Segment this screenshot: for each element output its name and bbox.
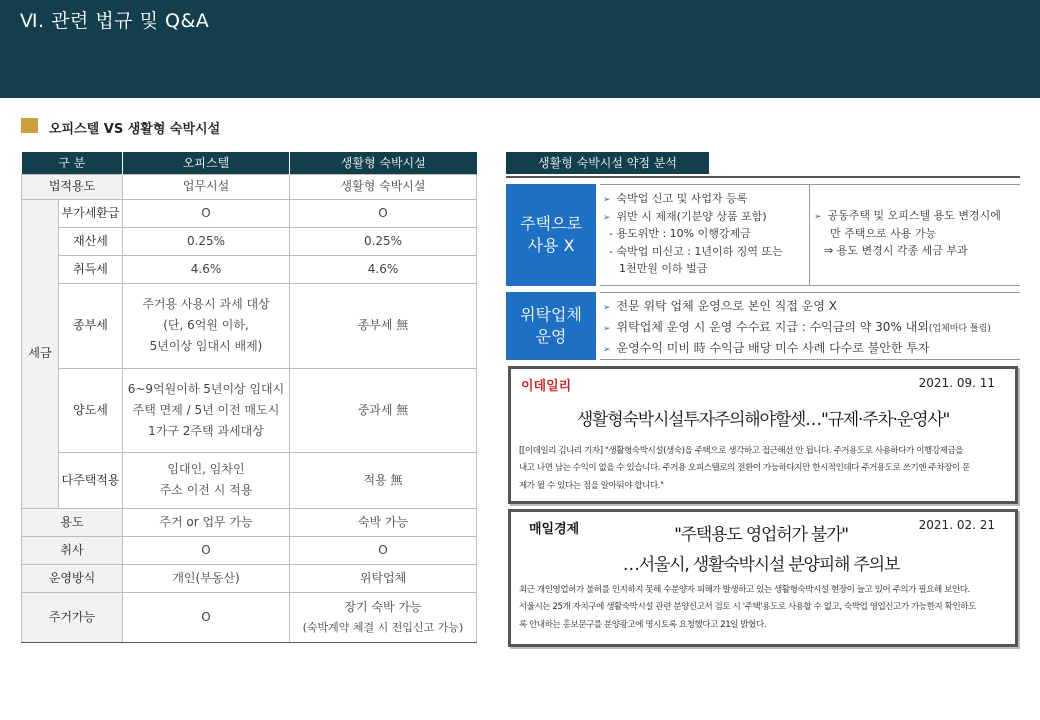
table-row (22, 227, 477, 255)
table-row (22, 508, 477, 536)
box-line: 주택으로 (520, 213, 582, 233)
cell (123, 452, 290, 508)
sub-text: 1천만원 이하 벌금 (619, 262, 708, 276)
cell: 4.6% (123, 255, 290, 283)
row-label: 용도 (22, 508, 123, 536)
news-date: 2021. 09. 11 (918, 376, 995, 390)
news-headline-line1: "주택용도 영업허가 불가" (674, 525, 848, 545)
cell-line: 장기 숙박 가능 (344, 599, 422, 614)
cell: 적용 無 (290, 452, 477, 508)
cell: O (123, 199, 290, 227)
cell: O (290, 536, 477, 564)
news-source: 이데일리 (521, 379, 572, 394)
news-body-line: 서울시는 25개 자치구에 생활숙박시설 관련 분양신고서 검토 시 '주택'용도로 사용할 수 없고, 숙박업 영업신고가 가능한지 확인하도 (519, 602, 976, 613)
bullet-text: 숙박업 신고 및 사업자 등록 (616, 192, 748, 205)
row-label: 양도세 (59, 368, 123, 452)
header-category: 구 분 (22, 152, 123, 174)
housing-use-detail-right (810, 184, 1020, 286)
news-clipping-edaily (508, 366, 1018, 504)
row-label: 취사 (22, 536, 123, 564)
news-body-line: [[이데일리 김나리 기자] "생활형숙박시설(생숙)을 주택으로 생각하고 접근해선 안 됩니다. 주거용도로 사용하다가 이행강제금을 (519, 446, 964, 456)
table-row (22, 564, 477, 592)
bullet-text: 공동주택 및 오피스텔 용도 변경시에 (827, 209, 1001, 222)
header-officetel: 오피스텔 (123, 152, 290, 174)
header-residence: 생활형 숙박시설 (290, 152, 477, 174)
news-body-line: 최근 개인영업허가 불허를 인지하지 못해 수분양자 피해가 발생하고 있는 생활형숙박시설 현장이 늘고 있어 주의가 필요해 보인다. (519, 585, 970, 595)
cell-line: 5년이상 임대시 배제) (149, 339, 263, 353)
cell: 종부세 無 (290, 283, 477, 368)
row-label: 다주택적용 (59, 452, 123, 508)
tax-label: 세금 (22, 199, 59, 508)
cell: 4.6% (290, 255, 477, 283)
table-row (22, 592, 477, 642)
table-row (22, 452, 477, 508)
table-row (22, 174, 477, 199)
cell: 업무시설 (123, 174, 290, 199)
cell: 위탁업체 (290, 564, 477, 592)
housing-use-detail-left (600, 184, 810, 286)
sub-text: ⇒ 용도 변경시 각종 세금 부과 (824, 244, 968, 258)
cell (123, 283, 290, 368)
cell-line: 주거용 사용시 과세 대상 (142, 297, 270, 311)
cell: O (290, 199, 477, 227)
cell-line: 6~9억원이하 5년이상 임대시 (127, 381, 285, 396)
news-headline-line2: …서울시, 생활숙박시설 분양피해 주의보 (622, 555, 900, 575)
cell (123, 368, 290, 452)
news-body-line: 내고 나면 남는 수익이 없을 수 있습니다. 주거용 오피스텔로의 전환이 가능하다지만 한시적인데다 주거용도로 쓰기엔 주차장이 문 (519, 463, 970, 474)
table-header-row (22, 152, 477, 174)
consignment-box (506, 292, 596, 360)
section-title: 오피스텔 VS 생활형 숙박시설 (49, 122, 221, 137)
table-row (22, 283, 477, 368)
row-label: 재산세 (59, 227, 123, 255)
cell-line: 임대인, 임차인 (167, 462, 245, 476)
sub-text: - 용도위반 : 10% 이행강제금 (609, 227, 751, 241)
box-line: 위탁업체 (520, 304, 582, 324)
cell-line: 1가구 2주택 과세대상 (148, 423, 264, 438)
cell (290, 592, 477, 642)
row-label: 취득세 (59, 255, 123, 283)
box-line: 사용 X (527, 236, 575, 255)
cell: 숙박 가능 (290, 508, 477, 536)
table-row (22, 368, 477, 452)
bullet-text: 전문 위탁 업체 운영으로 본인 직접 운영 X (616, 299, 837, 313)
bullet-note: (업체마다 틀림) (928, 324, 991, 334)
bullet-text: 위탁업체 운영 시 운영 수수료 지급 : 수익금의 약 30% 내외 (616, 320, 929, 334)
cell: O (123, 536, 290, 564)
bullet-arrow-icon: ➢ (603, 195, 611, 205)
sub-text: 만 주택으로 사용 가능 (830, 226, 937, 240)
cell: 중과세 無 (290, 368, 477, 452)
news-body-line: 제가 될 수 있다는 점을 알아둬야 합니다." (519, 480, 664, 491)
bullet-arrow-icon: ➢ (603, 212, 611, 223)
header-bar (0, 0, 1040, 98)
news-clipping-mk (508, 509, 1018, 647)
cell-line: (숙박계약 체결 시 전입신고 가능) (302, 620, 464, 634)
cell: 생활형 숙박시설 (290, 174, 477, 199)
bullet-text: 운영수익 미비 時 수익금 배당 미수 사례 다수로 불안한 투자 (616, 341, 930, 355)
row-label: 부가세환급 (59, 199, 123, 227)
cell: 개인(부동산) (123, 564, 290, 592)
cell: 0.25% (123, 227, 290, 255)
bullet-arrow-icon: ➢ (603, 303, 611, 313)
news-source: 매일경제 (529, 522, 580, 537)
cell: O (123, 592, 290, 642)
news-headline: 생활형숙박시설투자주의해야할셋…"규제·주차·운영사" (576, 410, 950, 430)
page-title: Ⅵ. 관련 법규 및 Q&A (20, 10, 210, 32)
cell: 주거 or 업무 가능 (123, 508, 290, 536)
bullet-arrow-icon: ➢ (603, 345, 611, 355)
row-label: 법적용도 (22, 174, 123, 199)
housing-use-box (506, 184, 596, 286)
divider (506, 176, 1020, 178)
cell-line: 주소 이전 시 적용 (159, 483, 253, 497)
bullet-arrow-icon: ➢ (603, 324, 611, 334)
table-row (22, 536, 477, 564)
row-label: 종부세 (59, 283, 123, 368)
row-label: 운영방식 (22, 564, 123, 592)
row-label: 주거가능 (22, 592, 123, 642)
table-row (22, 255, 477, 283)
table-row (22, 199, 477, 227)
box-line: 운영 (535, 327, 567, 346)
news-date: 2021. 02. 21 (918, 518, 995, 532)
consignment-detail (600, 292, 1020, 360)
comparison-table (21, 152, 477, 643)
news-body-line: 록 안내하는 홍보문구를 분양광고에 명시토록 요청했다고 21일 밝혔다. (519, 619, 767, 630)
section-marker-icon (21, 118, 38, 133)
weakness-tab: 생활형 숙박시설 약점 분석 (506, 152, 709, 174)
sub-text: - 숙박업 미신고 : 1년이하 징역 또는 (609, 244, 783, 258)
news-body (519, 582, 1015, 634)
cell-line: 주택 면제 / 5년 이전 매도시 (132, 402, 280, 417)
cell-line: (단, 6억원 이하, (163, 318, 249, 332)
bullet-arrow-icon: ➢ (814, 212, 822, 222)
cell: 0.25% (290, 227, 477, 255)
bullet-text: 위반 시 제재(기분양 상품 포함) (616, 209, 767, 223)
news-body (519, 443, 1015, 495)
